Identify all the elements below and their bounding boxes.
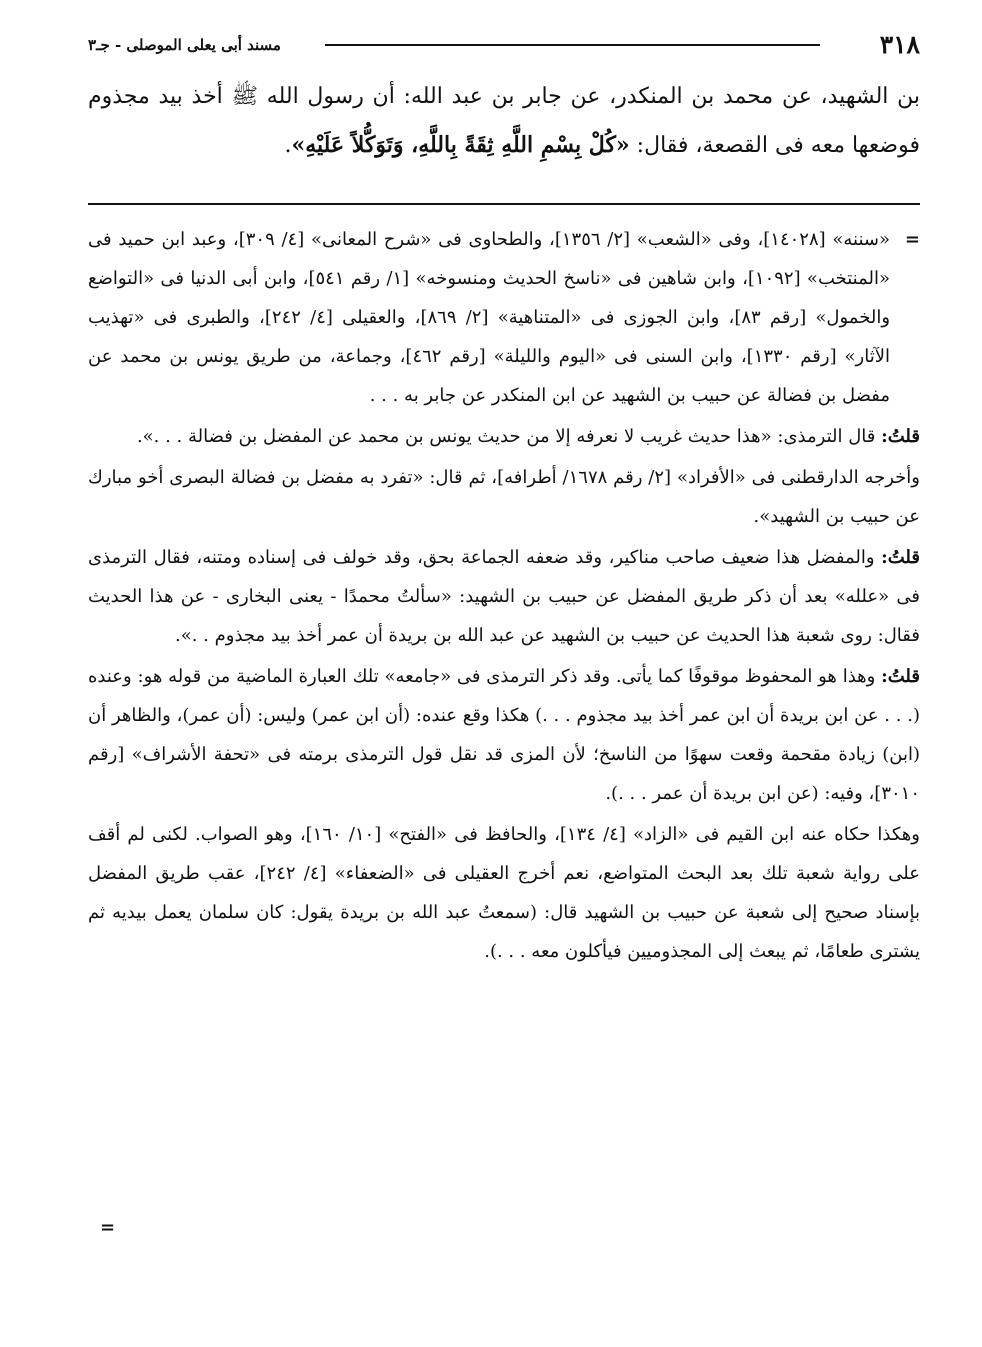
footnotes bbox=[88, 220, 920, 973]
footnote-text: قال الترمذى: «هذا حديث غريب لا نعرفه إلا من حديث يونس بن محمد عن المفضل بن فضالة . . .». bbox=[136, 426, 882, 447]
footnote-text: وأخرجه الدارقطنى فى «الأفراد» [٢/ رقم ١٦٧٨/ أطرافه]، ثم قال: «تفرد به مفضل بن فضالة البصرى أخو مبارك عن حبيب بن الشهيد». bbox=[88, 467, 920, 527]
footnote-paragraph bbox=[88, 417, 920, 456]
header-rule bbox=[325, 44, 820, 46]
page-number: ٣١٨ bbox=[879, 30, 920, 59]
continued-marker: = bbox=[100, 1217, 116, 1238]
footnote-lead: قلتُ: bbox=[881, 666, 920, 687]
footnote-text: «سننه» [١٤٠٢٨]، وفى «الشعب» [٢/ ١٣٥٦]، والطحاوى فى «شرح المعانى» [٤/ ٣٠٩]، وعبد ابن حميد فى «المنتخب» [١٠٩٢]، وابن شاهين فى «ناسخ الحديث ومنسوخه» [١/ رقم ٥٤١]، وابن أبى الدنيا فى «التواضع والخمول» [رقم ٨٣]، وابن الجوزى فى «المتناهية» [٢/ ٨٦٩]، والعقيلى [٤/ ٢٤٢]، والطبرى فى «تهذيب الآثار» [رقم ١٣٣٠]، وابن السنى فى «اليوم والليلة» [رقم ٤٦٢]، وجماعة، من طريق يونس بن محمد عن مفضل بن فضالة عن حبيب بن الشهيد عن ابن المنكدر عن جابر به . . . bbox=[88, 229, 891, 406]
footnote-lead: قلتُ: bbox=[881, 426, 920, 447]
main-text bbox=[88, 72, 920, 170]
footnote-paragraph bbox=[88, 538, 920, 655]
footnote-paragraph bbox=[88, 458, 920, 536]
hadith-text: بن الشهيد، عن محمد بن المنكدر، عن جابر بن عبد الله: أن رسول الله ﷺ أخذ بيد مجذوم فوضعها معه فى القصعة، فقال: bbox=[88, 84, 920, 158]
footnote-text: وهكذا حكاه عنه ابن القيم فى «الزاد» [٤/ ١٣٤]، والحافظ فى «الفتح» [١٠/ ١٦٠]، وهو الصواب. لكنى لم أقف على رواية شعبة تلك بعد البحث المتواضع، نعم أخرج العقيلى فى «الضعفاء» [٤/ ٢٤٢]، عقب طريق المفضل بإسناد صحيح إلى شعبة عن حبيب بن الشهيد قال: (سمعتُ عبد الله بن بريدة يقول: كان سلمان يعمل بيديه ثم يشترى طعامًا، ثم يبعث إلى المجذوميين فيأكلون معه . . .). bbox=[88, 824, 921, 962]
continuation-marker: = bbox=[904, 229, 920, 250]
hadith-quote: «كُلْ بِسْمِ اللَّهِ ثِقَةً بِاللَّهِ، وَتَوَكُّلاً عَلَيْهِ» bbox=[291, 132, 630, 158]
hadith-paragraph bbox=[88, 72, 920, 170]
footnote-separator bbox=[88, 203, 920, 205]
footnote-text: والمفضل هذا ضعيف صاحب مناكير، وقد ضعفه الجماعة بحق، وقد خولف فى إسناده ومتنه، فقال الترمذى فى «علله» بعد أن ذكر طريق المفضل عن حبيب بن الشهيد: «سألتُ محمدًا - يعنى البخارى - عن هذا الحديث فقال: روى شعبة هذا الحديث عن حبيب بن الشهيد عن عبد الله بن بريدة أن عمر أخذ بيد مجذوم . .». bbox=[88, 547, 920, 646]
footnote-text: وهذا هو المحفوظ موقوفًا كما يأتى. وقد ذكر الترمذى فى «جامعه» تلك العبارة الماضية من قوله هو: وعنده (. . . عن ابن بريدة أن ابن عمر أخذ بيد مجذوم . . .) هكذا وقع عنده: (أن ابن عمر) وليس: (أن عمر)، والظاهر أن (ابن) زيادة مقحمة وقعت سهوًا من الناسخ؛ لأن المزى قد نقل قول الترمذى برمته فى «تحفة الأشراف» [رقم ٣٠١٠]، وفيه: (عن ابن بريدة أن عمر . . .). bbox=[88, 666, 920, 804]
footnote-paragraph bbox=[88, 657, 920, 813]
footnote-paragraph bbox=[88, 815, 920, 971]
running-title: مسند أبى يعلى الموصلى - جـ٣ bbox=[88, 36, 281, 54]
footnote-lead: قلتُ: bbox=[881, 547, 920, 568]
hadith-end: . bbox=[284, 133, 292, 158]
page-header bbox=[88, 30, 920, 60]
footnote-paragraph bbox=[88, 220, 920, 415]
